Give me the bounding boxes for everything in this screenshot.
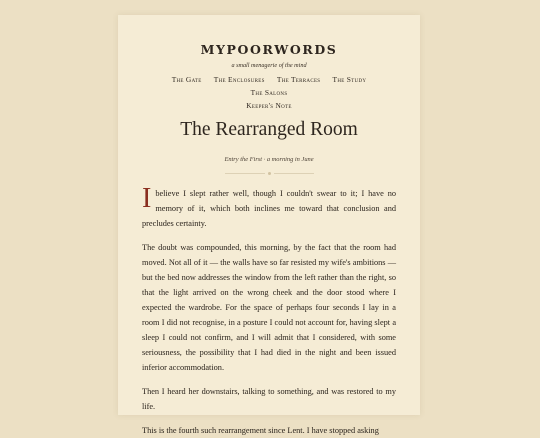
divider-dot — [268, 172, 271, 175]
entry-meta: Entry the First · a morning in June — [224, 156, 314, 164]
divider-line-left — [225, 173, 265, 174]
divider-line-right — [274, 173, 314, 174]
nav-item-the-enclosures[interactable]: The Enclosures — [213, 75, 265, 84]
article-page — [118, 15, 420, 436]
nav-item-the-terraces[interactable]: The Terraces — [276, 75, 321, 84]
site-tagline: a small menagerie of the mind — [231, 62, 307, 69]
site-title[interactable]: MYPOORWORDS — [200, 42, 338, 57]
entry-body — [142, 183, 396, 438]
nav-item-the-gate[interactable]: The Gate — [171, 75, 202, 84]
entry-title: The Rearranged Room — [180, 119, 358, 140]
paragraph: The doubt was compounded, this morning, by the fact that the room had moved. Not all of it — the walls have so far resisted my wife's ambitions — but the bed now addresses the window from the left rather than the right, so that the light arrived on the wrong cheek and the door stood where I expected the wardrobe. For the space of perhaps four seconds I lay in a room I did not recognise, in a posture I could not account for, having slept a sleep I could not confirm, and I will admit that I considered, with some seriousness, the possibility that I had died in the night and been issued inferior accommodation. — [142, 243, 396, 373]
drop-cap: I — [142, 183, 152, 215]
nav-item-keepers-note[interactable]: Keeper's Note — [246, 101, 292, 110]
paragraph-text: believe I slept rather well, though I couldn't swear to it; I have no memory of it, which both inclines me toward that conclusion and precludes certainty. — [142, 189, 396, 229]
paragraph — [142, 183, 396, 231]
nav-item-the-salons[interactable]: The Salons — [250, 88, 288, 97]
divider-ornament — [142, 170, 396, 176]
main-nav — [142, 73, 396, 112]
paragraph: This is the fourth such rearrangement since Lent. I have stopped asking — [142, 426, 379, 436]
nav-item-the-study[interactable]: The Study — [332, 75, 367, 84]
paragraph: Then I heard her downstairs, talking to something, and was restored to my life. — [142, 387, 396, 412]
